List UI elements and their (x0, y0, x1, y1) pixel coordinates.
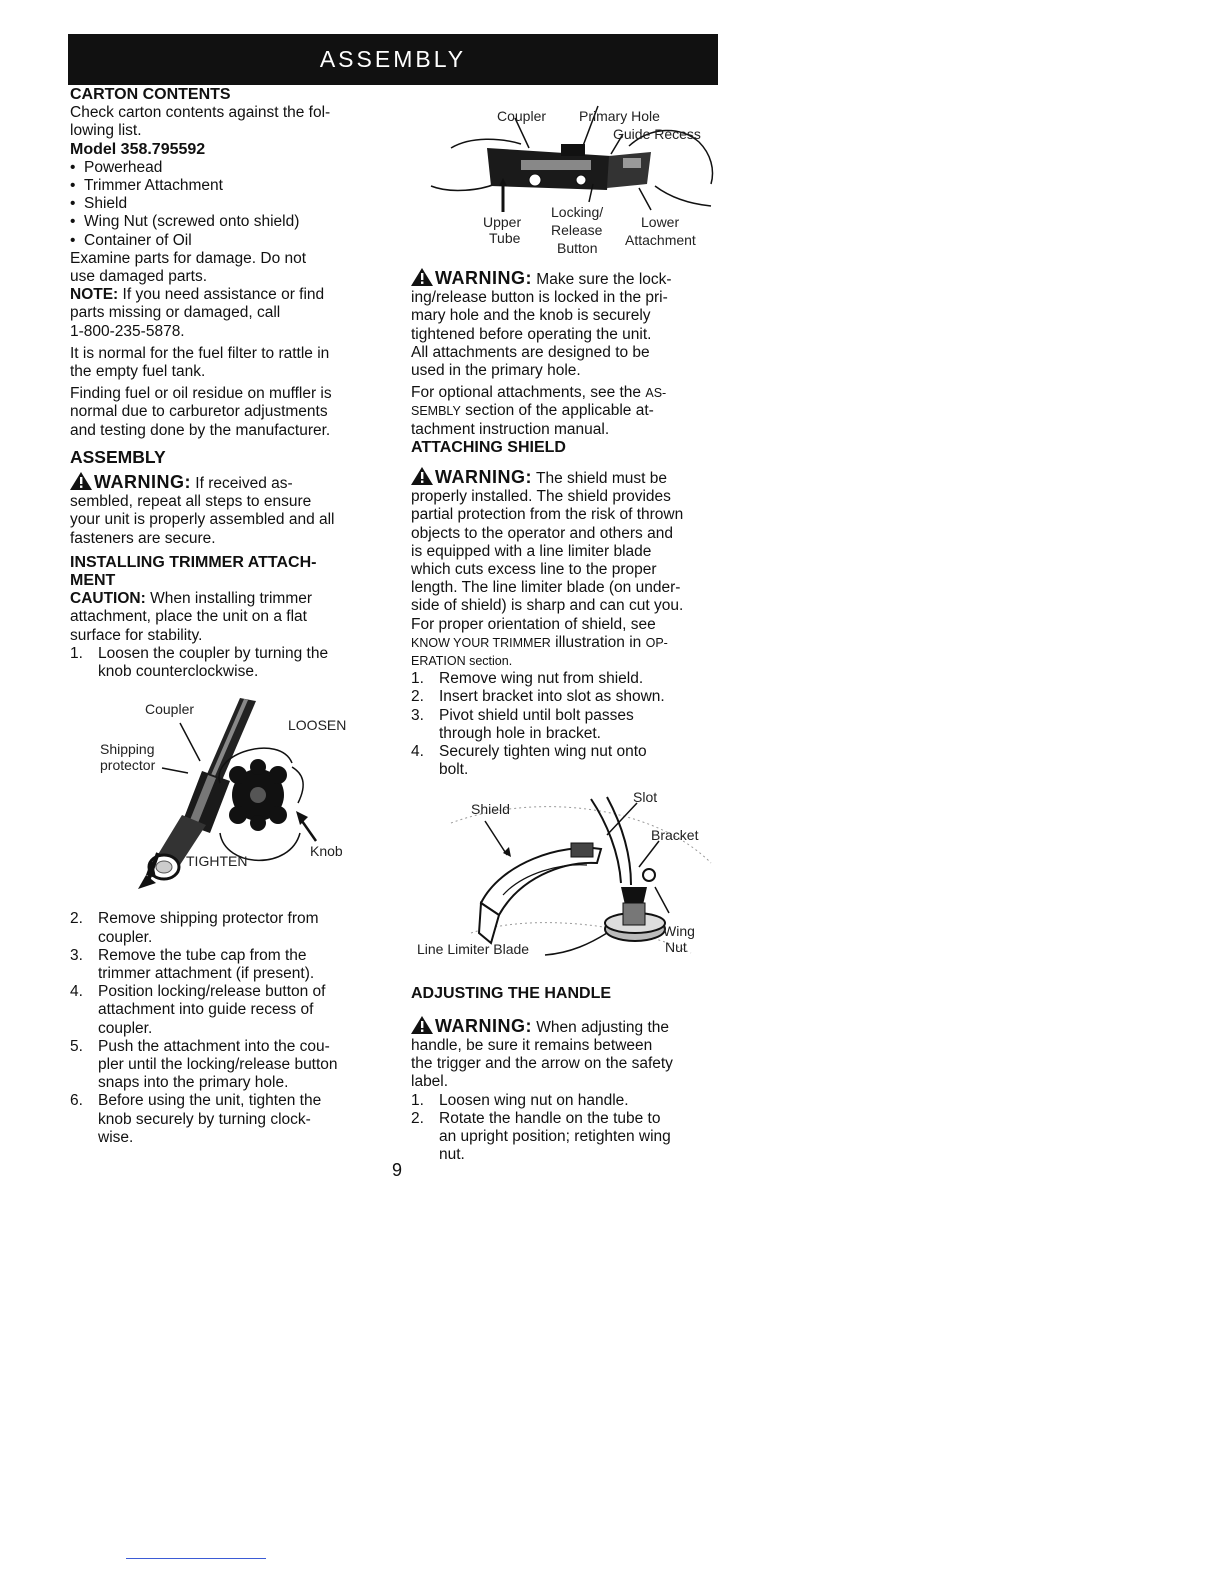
examine-text: Examine parts for damage. Do not use damaged parts. (70, 249, 307, 286)
knob-shape (229, 759, 287, 831)
list-item: 3. Pivot shield until bolt passes through hole in bracket. (411, 706, 634, 742)
model-number: Model 358.795592 (70, 140, 206, 158)
attaching-shield-heading: ATTACHING SHIELD (411, 438, 566, 456)
shield-figure (411, 783, 721, 973)
fig2-lower-label: Lower (641, 214, 680, 230)
list-item: • Trimmer Attachment (70, 177, 380, 195)
rattle-text: It is normal for the fuel filter to rattle in the empty fuel tank. (70, 344, 330, 381)
list-item: 1. Remove wing nut from shield. (411, 670, 644, 688)
fig2-button-label: Button (557, 240, 598, 256)
list-item: 5. Push the attachment into the cou- pler until the locking/release button snaps into the primary hole. (70, 1037, 338, 1092)
fig2-primary-hole-label: Primary Hole (579, 108, 660, 124)
list-item: 2. Rotate the handle on the tube to an upright position; retighten wing nut. (411, 1109, 671, 1164)
locking-warning: WARNING: Make sure the lock- ing/release button is locked in the pri- mary hole and the knob is securely tightened before operating the unit. All attachments are designed to be used in the primary hole. (411, 268, 672, 380)
install-steps-list (70, 910, 380, 1147)
coupler-attachment-figure (411, 86, 721, 262)
section-header: ASSEMBLY (68, 34, 718, 85)
list-item: • Shield (70, 195, 380, 213)
fig2-locking-label: Locking/ (551, 204, 604, 220)
assembly-heading: ASSEMBLY (70, 446, 166, 467)
fig3-wing-label: Wing (663, 923, 695, 940)
list-item: 2. Remove shipping protector from coupler. (70, 910, 319, 946)
fig1-knob-label: Knob (310, 843, 343, 860)
fig3-nut-label: Nut (665, 939, 687, 956)
shield-warning: WARNING: The shield must be properly installed. The shield provides partial protection from the risk of thrown objects to the operator and others and is equipped with a line limiter blade which cuts excess line to the proper length. The line limiter blade (on under- side of shield) is sharp and can cut you. For proper orientation of shield, see KNOW YOUR TRIMMER illustration in OP- ERATION section. (411, 467, 684, 669)
list-item: • Container of Oil (70, 232, 380, 250)
residue-text: Finding fuel or oil residue on muffler is normal due to carburetor adjustments and testing done by the manufacturer. (70, 385, 332, 439)
list-item: • Powerhead (70, 159, 380, 177)
installing-heading: INSTALLING TRIMMER ATTACH- MENT (70, 553, 317, 590)
warning-icon (70, 472, 92, 490)
fig1-loosen-label: LOOSEN (288, 717, 347, 734)
page-number: 9 (392, 1160, 403, 1180)
list-item: • Wing Nut (screwed onto shield) (70, 213, 380, 231)
left-column (70, 86, 380, 1147)
fig3-slot-label: Slot (633, 789, 658, 806)
footer-rule (126, 1558, 266, 1559)
contents-list (70, 159, 380, 250)
caution-text: CAUTION: When installing trimmer attachment, place the unit on a flat surface for stability. (70, 590, 313, 644)
fig1-shipping-label: Shipping (100, 741, 155, 758)
list-item: 6. Before using the unit, tighten the knob securely by turning clock- wise. (70, 1092, 322, 1146)
list-item: 4. Securely tighten wing nut onto bolt. (411, 743, 647, 779)
warning-icon (411, 268, 433, 286)
handle-steps-list (411, 1092, 721, 1165)
warning-icon (411, 467, 433, 485)
list-item: 2. Insert bracket into slot as shown. (411, 688, 665, 706)
fig3-line-limiter-label: Line Limiter Blade (417, 941, 530, 958)
carton-text: Check carton contents against the fol- lowing list. (70, 104, 331, 140)
list-item: 3. Remove the tube cap from the trimmer attachment (if present). (70, 946, 315, 982)
optional-attachments-text: For optional attachments, see the AS- SEMBLY section of the applicable at- tachment instruction manual. (411, 384, 667, 438)
fig1-tighten-label: TIGHTEN (186, 853, 248, 870)
fig1-protector-label: protector (100, 757, 156, 774)
list-item: 4. Position locking/release button of attachment into guide recess of coupler. (70, 983, 326, 1037)
note-text: NOTE: If you need assistance or find parts missing or damaged, call 1-800-235-5878. (70, 286, 325, 340)
list-item: 1. Loosen wing nut on handle. (411, 1091, 629, 1109)
handle-warning: WARNING: When adjusting the handle, be sure it remains between the trigger and the arrow on the safety label. (411, 1015, 673, 1091)
shield-steps-list (411, 670, 721, 779)
fig2-guide-recess-label: Guide Recess (613, 126, 701, 142)
assembly-warning: WARNING: If received as- sembled, repeat all steps to ensure your unit is properly assembled and all fasteners are secure. (70, 472, 335, 547)
fig2-tube-label: Tube (489, 230, 521, 246)
warning-icon (411, 1016, 433, 1034)
fig2-release-label: Release (551, 222, 603, 238)
install-step-1 (70, 645, 380, 681)
carton-contents-heading: CARTON CONTENTS (70, 86, 231, 103)
fig1-coupler-label: Coupler (145, 701, 195, 718)
list-item: 1. Loosen the coupler by turning the knob counterclockwise. (70, 644, 329, 681)
fig2-upper-label: Upper (483, 214, 522, 230)
adjusting-handle-heading: ADJUSTING THE HANDLE (411, 985, 612, 1003)
fig3-bracket-label: Bracket (651, 827, 699, 844)
coupler-knob-figure (70, 693, 380, 898)
fig2-attachment-label: Attachment (625, 232, 696, 248)
fig3-shield-label: Shield (471, 801, 510, 818)
fig2-coupler-label: Coupler (497, 108, 547, 124)
right-column (411, 86, 721, 1164)
